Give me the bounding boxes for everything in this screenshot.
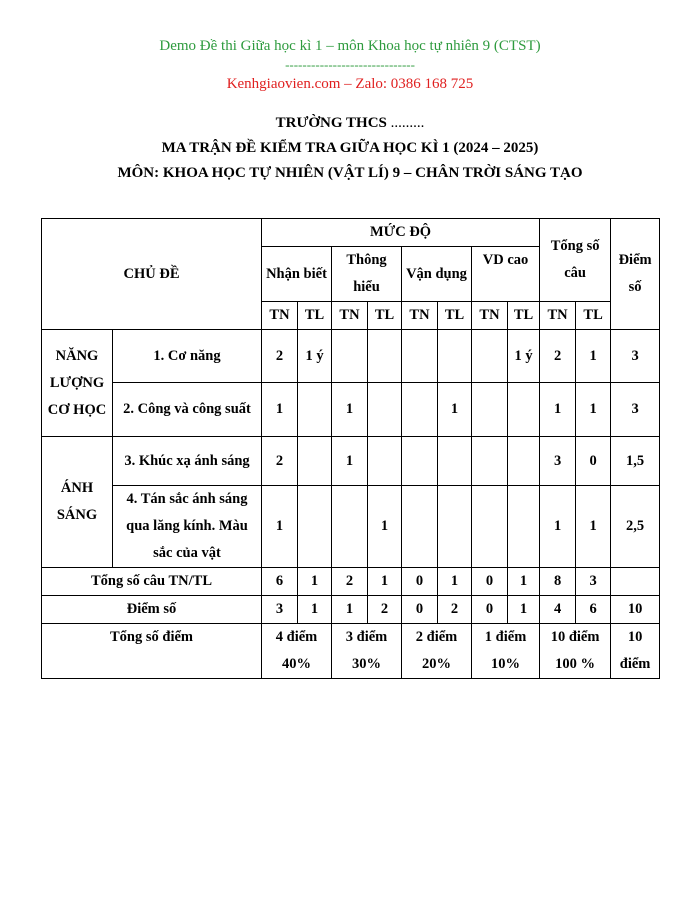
- muc-do-header: MỨC ĐỘ: [262, 219, 540, 247]
- row-label-tong-so-diem: Tổng số điểm: [42, 624, 262, 679]
- tn-header: TN: [262, 302, 298, 330]
- cell: 10 điểm 100 %: [540, 624, 611, 679]
- header-separator: ------------------------------: [285, 57, 415, 72]
- cell: [298, 437, 332, 486]
- tn-header: TN: [540, 302, 576, 330]
- cell: 1: [298, 568, 332, 596]
- cell: 4 điểm 40%: [262, 624, 332, 679]
- school-title: [0, 115, 700, 132]
- cell: [368, 383, 402, 437]
- demo-title: Demo Đề thi Giữa học kì 1 – môn Khoa học tự nhiên 9 (CTST): [159, 38, 541, 54]
- cell: [402, 330, 438, 383]
- cell: 1 ý: [298, 330, 332, 383]
- cell: 3: [611, 383, 660, 437]
- cell: 1 ý: [508, 330, 540, 383]
- tl-header: TL: [438, 302, 472, 330]
- tl-header: TL: [368, 302, 402, 330]
- cell: 1,5: [611, 437, 660, 486]
- cell: 3: [576, 568, 611, 596]
- cell: [508, 486, 540, 568]
- tn-header: TN: [332, 302, 368, 330]
- tong-so-cau-header: Tổng số câu: [540, 219, 611, 302]
- row-label: 2. Công và công suất: [113, 383, 262, 437]
- school-dots: .........: [390, 115, 425, 131]
- cell: 4: [540, 596, 576, 624]
- cell: [508, 383, 540, 437]
- tn-header: TN: [402, 302, 438, 330]
- cell: 10: [611, 596, 660, 624]
- cell: 1: [508, 596, 540, 624]
- cell: 0: [402, 568, 438, 596]
- level-thong-hieu: Thông hiểu: [332, 247, 402, 302]
- cell: [472, 437, 508, 486]
- tl-header: TL: [576, 302, 611, 330]
- cell: [508, 437, 540, 486]
- cell: [472, 486, 508, 568]
- tl-header: TL: [298, 302, 332, 330]
- cell: [438, 330, 472, 383]
- cell: [472, 330, 508, 383]
- cell: 2: [332, 568, 368, 596]
- cell: 6: [576, 596, 611, 624]
- cell: 1: [576, 486, 611, 568]
- level-nhan-biet: Nhận biết: [262, 247, 332, 302]
- diem-so-header: Điểm số: [611, 219, 660, 330]
- topic-anh-sang: ÁNH SÁNG: [42, 437, 113, 568]
- cell: 3 điểm 30%: [332, 624, 402, 679]
- cell: [402, 486, 438, 568]
- row-label: 4. Tán sắc ánh sáng qua lăng kính. Màu sắc của vật: [113, 486, 262, 568]
- level-vd-cao: VD cao: [472, 247, 540, 302]
- cell: 1: [438, 568, 472, 596]
- topic-nang-luong-co-hoc: NĂNG LƯỢNG CƠ HỌC: [42, 330, 113, 437]
- cell: 10 điểm: [611, 624, 660, 679]
- cell: 2: [262, 437, 298, 486]
- cell: [298, 383, 332, 437]
- school-name: TRƯỜNG THCS: [275, 115, 387, 131]
- cell: 0: [576, 437, 611, 486]
- cell: 1: [540, 383, 576, 437]
- cell: 8: [540, 568, 576, 596]
- cell: [332, 486, 368, 568]
- cell: [402, 437, 438, 486]
- row-label: 1. Cơ năng: [113, 330, 262, 383]
- cell: [611, 568, 660, 596]
- cell: 3: [540, 437, 576, 486]
- row-label-total-tn-tl: Tổng số câu TN/TL: [42, 568, 262, 596]
- row-label-diem-so: Điểm số: [42, 596, 262, 624]
- subject-title: MÔN: KHOA HỌC TỰ NHIÊN (VẬT LÍ) 9 – CHÂN TRỜI SÁNG TẠO: [117, 165, 583, 181]
- cell: [368, 330, 402, 383]
- cell: 1: [508, 568, 540, 596]
- cell: 2: [438, 596, 472, 624]
- cell: 1: [368, 486, 402, 568]
- cell: 1: [540, 486, 576, 568]
- cell: [438, 486, 472, 568]
- matrix-title: MA TRẬN ĐỀ KIỂM TRA GIỮA HỌC KÌ 1 (2024 – 2025): [161, 140, 539, 156]
- cell: [368, 437, 402, 486]
- cell: 1: [332, 437, 368, 486]
- cell: 2,5: [611, 486, 660, 568]
- cell: [298, 486, 332, 568]
- level-van-dung: Vận dụng: [402, 247, 472, 302]
- cell: 0: [472, 568, 508, 596]
- cell: 1: [332, 596, 368, 624]
- contact-line[interactable]: Kenhgiaovien.com – Zalo: 0386 168 725: [226, 76, 474, 92]
- cell: [402, 383, 438, 437]
- cell: 3: [611, 330, 660, 383]
- cell: [472, 383, 508, 437]
- cell: [332, 330, 368, 383]
- cell: 1: [438, 383, 472, 437]
- cell: 1 điểm 10%: [472, 624, 540, 679]
- cell: 1: [576, 330, 611, 383]
- chu-de-header: CHỦ ĐỀ: [42, 219, 262, 330]
- cell: 2 điểm 20%: [402, 624, 472, 679]
- cell: 2: [540, 330, 576, 383]
- cell: 1: [262, 383, 298, 437]
- cell: 0: [402, 596, 438, 624]
- cell: 1: [262, 486, 298, 568]
- cell: 6: [262, 568, 298, 596]
- tn-header: TN: [472, 302, 508, 330]
- cell: 0: [472, 596, 508, 624]
- cell: 2: [368, 596, 402, 624]
- row-label: 3. Khúc xạ ánh sáng: [113, 437, 262, 486]
- cell: 1: [332, 383, 368, 437]
- cell: 2: [262, 330, 298, 383]
- cell: 1: [368, 568, 402, 596]
- cell: 3: [262, 596, 298, 624]
- exam-matrix-table: [41, 218, 660, 679]
- cell: [438, 437, 472, 486]
- cell: 1: [576, 383, 611, 437]
- tl-header: TL: [508, 302, 540, 330]
- cell: 1: [298, 596, 332, 624]
